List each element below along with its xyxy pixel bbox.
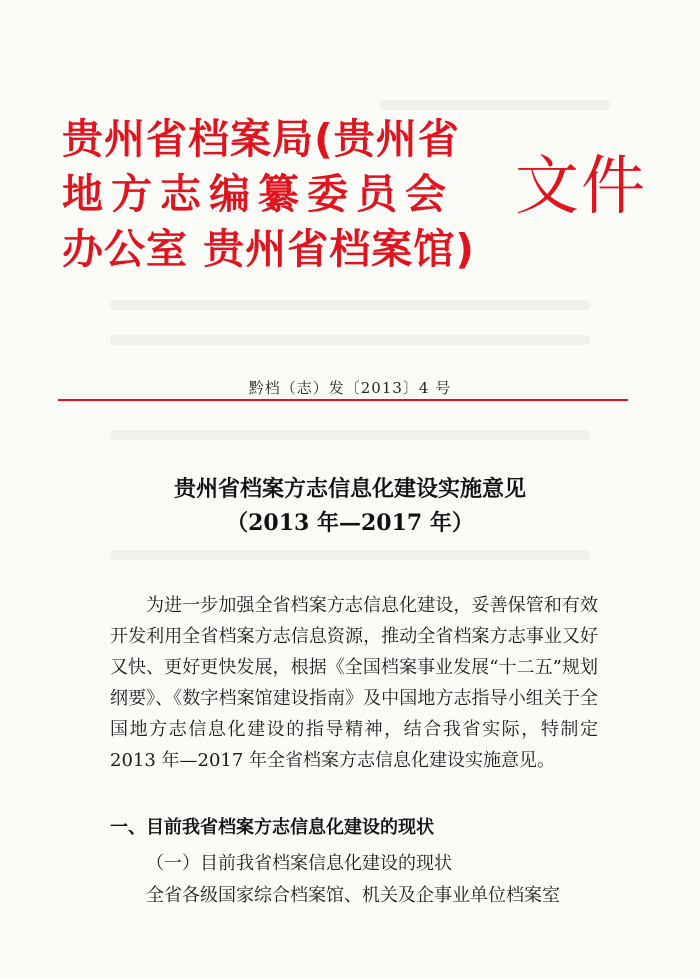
intro-paragraph: 为进一步加强全省档案方志信息化建设，妥善保管和有效开发利用全省档案方志信息资源，推动全省档案方志事业又好又快、更好更快发展，根据《全国档案事业发展“十二五”规划纲要》、《数字档案馆建设指南》及中国地方志指导小组关于全国地方志信息化建设的指导精神，结合我省实际，特制定 2013 年—2017 年全省档案方志信息化建设实施意见。 (110, 595, 598, 771)
section-heading-1: 一、目前我省档案方志信息化建设的现状 (110, 817, 434, 838)
bleed-through-mark (380, 100, 610, 110)
document-number: 黔档（志）发〔2013〕4 号 (248, 379, 452, 397)
issuer-line-2: 地方志编纂委员会 (62, 170, 454, 218)
document-type-label: 文件 (515, 150, 647, 224)
bleed-through-mark (110, 335, 590, 345)
intro-paragraph-block (110, 590, 598, 776)
bleed-through-mark (110, 300, 590, 310)
sub-heading-1-1: （一）目前我省档案信息化建设的现状 (146, 853, 452, 874)
issuer-line-1: 贵州省档案局(贵州省 (62, 115, 460, 163)
document-title (0, 472, 700, 540)
issuer-line-3: 办公室 贵州省档案馆) (62, 225, 476, 273)
issuing-authority (62, 112, 522, 277)
title-main: 贵州省档案方志信息化建设实施意见 (173, 476, 526, 502)
red-divider-rule (58, 399, 628, 401)
section-text-start: 全省各级国家综合档案馆、机关及企事业单位档案室 (146, 885, 560, 906)
bleed-through-mark (110, 550, 590, 560)
bleed-through-mark (110, 430, 590, 440)
title-period: （2013 年—2017 年） (226, 510, 474, 536)
